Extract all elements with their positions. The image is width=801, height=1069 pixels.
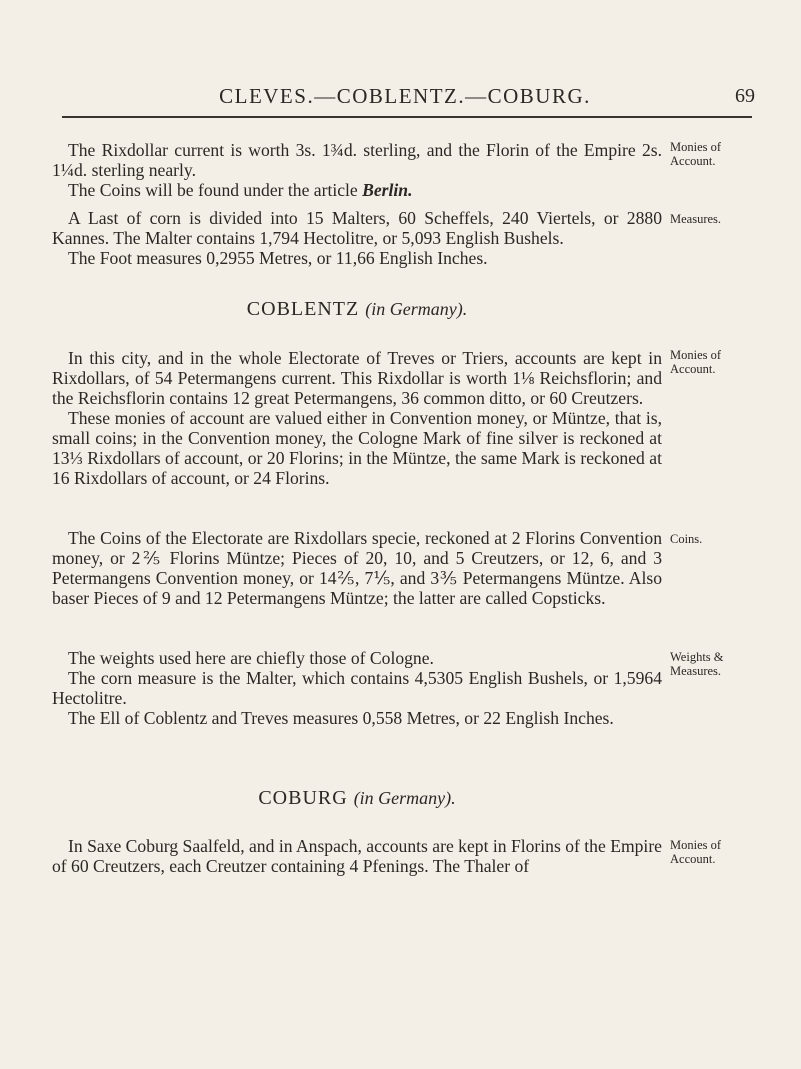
margin-note-measures: Measures. [670, 212, 722, 226]
cleves-coins-paragraph [52, 180, 662, 200]
coburg-accounts-paragraph: In Saxe Coburg Saalfeld, and in Anspach, accounts are kept in Florins of the Empire of 60 Creutzers, each Creutzer containing 4 Pfenings. The Thaler of [52, 836, 662, 876]
cleves-rixdollar-paragraph: The Rixdollar current is worth 3s. 1¾d. sterling, and the Florin of the Empire 2s. 1¼d. sterling nearly. [52, 140, 662, 180]
coblentz-heading-sub: (in Germany). [365, 299, 468, 319]
coblentz-coins [52, 528, 662, 608]
coblentz-heading [52, 298, 662, 321]
page-number: 69 [735, 85, 755, 107]
coblentz-corn-paragraph: The corn measure is the Malter, which contains 4,5305 English Bushels, or 1,5964 Hectolitre. [52, 668, 662, 708]
coburg-heading [52, 787, 662, 810]
coblentz-monies [52, 348, 662, 488]
coburg-heading-sub: (in Germany). [353, 788, 456, 808]
coburg-heading-main: COBURG [258, 787, 354, 809]
berlin-reference: Berlin. [362, 180, 413, 200]
page-header [55, 84, 755, 114]
coblentz-ell-paragraph: The Ell of Coblentz and Treves measures 0,558 Metres, or 22 English Inches. [68, 708, 614, 728]
coblentz-heading-main: COBLENTZ [246, 298, 366, 320]
cleves-section [52, 140, 662, 200]
cleves-coins-text: The Coins will be found under the article [68, 180, 363, 200]
margin-note-monies: Monies of Account. [670, 348, 722, 376]
coblentz-coins-paragraph: The Coins of the Electorate are Rixdollars specie, reckoned at 2 Florins Convention money, or 2⅖ Florins Müntze; Pieces of 20, 10, and 5 Creutzers, or 12, 6, and 3 Petermangens Convention money, or 14⅖, 7⅕, and 3⅗ Petermangens Müntze. Also baser Pieces of 9 and 12 Petermangens Müntze; the latter are called Copsticks. [52, 528, 662, 608]
cleves-last-paragraph: A Last of corn is divided into 15 Malters, 60 Scheffels, 240 Viertels, or 2880 Kannes. The Malter contains 1,794 Hectolitre, or 5,093 English Bushels. [52, 208, 662, 248]
header-rule [62, 116, 752, 118]
coblentz-accounts-paragraph: In this city, and in the whole Electorate of Treves or Triers, accounts are kept in Rixdollars, of 54 Petermangens current. This Rixdollar is worth 1⅛ Reichsflorin; and the Reichsflorin contains 12 great Petermangens, 36 common ditto, or 60 Creutzers. [52, 348, 662, 408]
coburg-monies [52, 836, 662, 876]
coblentz-convention-paragraph: These monies of account are valued either in Convention money, or Müntze, that is, small coins; in the Convention money, the Cologne Mark of fine silver is reckoned at 13⅓ Rixdollars of account, or 20 Florins; in the Müntze, the same Mark is reckoned at 16 Rixdollars of account, or 24 Florins. [52, 408, 662, 488]
coblentz-weights [52, 648, 662, 728]
coblentz-weights-paragraph: The weights used here are chiefly those of Cologne. [68, 648, 434, 668]
margin-note-weights: Weights & Measures. [670, 650, 724, 678]
cleves-foot-paragraph: The Foot measures 0,2955 Metres, or 11,66 English Inches. [68, 248, 488, 268]
cleves-measures [52, 208, 662, 268]
margin-note-monies: Monies of Account. [670, 140, 722, 168]
running-title: CLEVES.—COBLENTZ.—COBURG. [219, 84, 591, 108]
margin-note-coins: Coins. [670, 532, 703, 546]
margin-note-monies: Monies of Account. [670, 838, 722, 866]
